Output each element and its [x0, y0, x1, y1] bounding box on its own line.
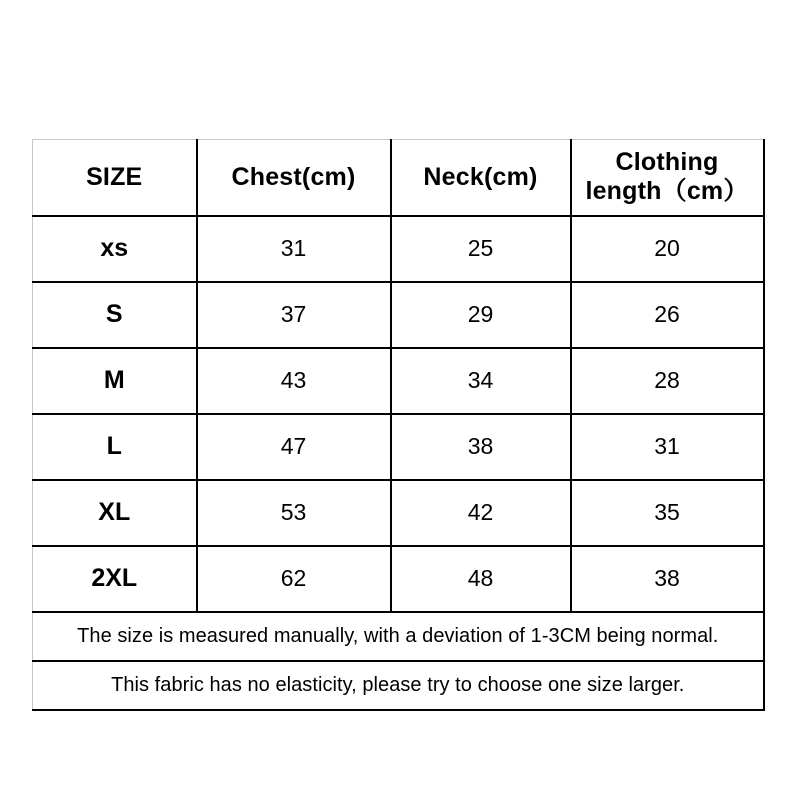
cell-length: 26: [571, 282, 764, 348]
cell-neck: 38: [391, 414, 571, 480]
table-row: [33, 282, 764, 348]
cell-length: 31: [571, 414, 764, 480]
cell-size: xs: [33, 216, 197, 282]
note-row-measurement: [33, 612, 764, 661]
cell-chest: 37: [197, 282, 391, 348]
table-row: [33, 414, 764, 480]
table-header: [33, 140, 764, 216]
cell-chest: 53: [197, 480, 391, 546]
cell-size: XL: [33, 480, 197, 546]
note-row-elasticity: [33, 661, 764, 710]
cell-chest: 31: [197, 216, 391, 282]
cell-neck: 29: [391, 282, 571, 348]
size-chart-table: [32, 139, 765, 711]
cell-length: 35: [571, 480, 764, 546]
header-row: [33, 140, 764, 216]
cell-size: 2XL: [33, 546, 197, 612]
column-header-neck: Neck(cm): [391, 140, 571, 216]
table-row: [33, 480, 764, 546]
cell-size: L: [33, 414, 197, 480]
note-measurement-text: The size is measured manually, with a deviation of 1-3CM being normal.: [33, 612, 764, 661]
table-row: [33, 348, 764, 414]
table-row: [33, 216, 764, 282]
table-body: [33, 216, 764, 710]
cell-neck: 48: [391, 546, 571, 612]
cell-neck: 42: [391, 480, 571, 546]
cell-neck: 34: [391, 348, 571, 414]
column-header-clothing-length: Clothing length（cm）: [571, 140, 764, 216]
cell-chest: 43: [197, 348, 391, 414]
cell-chest: 62: [197, 546, 391, 612]
cell-length: 28: [571, 348, 764, 414]
cell-length: 38: [571, 546, 764, 612]
column-header-size: SIZE: [33, 140, 197, 216]
cell-chest: 47: [197, 414, 391, 480]
table-row: [33, 546, 764, 612]
note-elasticity-text: This fabric has no elasticity, please try to choose one size larger.: [33, 661, 764, 710]
cell-length: 20: [571, 216, 764, 282]
cell-size: M: [33, 348, 197, 414]
cell-size: S: [33, 282, 197, 348]
column-header-chest: Chest(cm): [197, 140, 391, 216]
cell-neck: 25: [391, 216, 571, 282]
